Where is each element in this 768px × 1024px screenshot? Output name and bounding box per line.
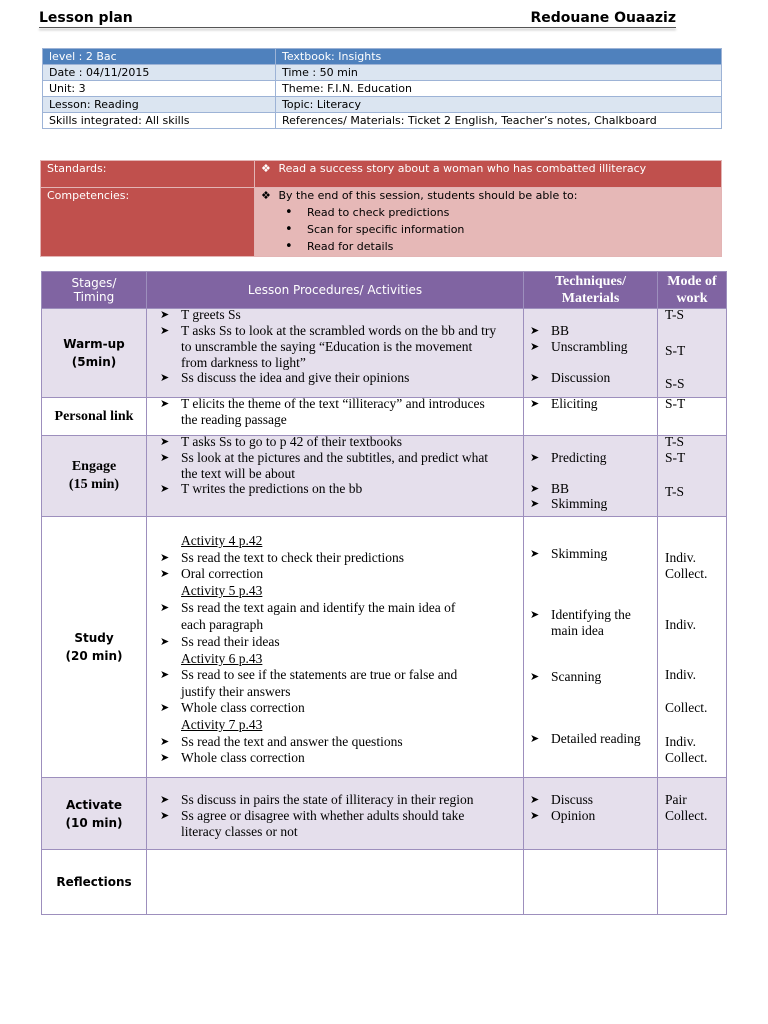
- arrow-bullet-icon: ➤: [160, 567, 170, 580]
- arrow-bullet-icon: ➤: [530, 670, 540, 683]
- reflections-techniques: [524, 850, 658, 915]
- activate-procedures: ➤ Ss discuss in pairs the state of illiteracy in their region ➤ Ss agree or disagree with whether adults should take literacy classes or not: [147, 778, 524, 850]
- arrow-bullet-icon: ➤: [160, 701, 170, 714]
- stage-engage: Engage (15 min): [42, 436, 147, 517]
- head-mode: Mode of work: [658, 272, 727, 309]
- arrow-bullet-icon: ➤: [160, 451, 170, 464]
- arrow-bullet-icon: ➤: [530, 340, 540, 353]
- head-stages: Stages/ Timing: [42, 272, 147, 309]
- arrow-bullet-icon: ➤: [530, 371, 540, 384]
- procedures-table: [41, 271, 727, 915]
- study-procedures: Activity 4 p.42 ➤ Ss read the text to check their predictions ➤ Oral correction Activity 5 p.43 ➤ Ss read the text again and identify the main idea of each paragraph ➤ Ss read their ideas Activity 6 p.43 ➤ Ss read to see if the statements are true or false and justify their answers ➤ Whole class correction Activity 7 p.43 ➤ Ss read the text and answer the questions ➤ Whole class correction: [147, 517, 524, 778]
- engage-mode: T-S S-T T-S: [658, 436, 727, 517]
- competencies-value: [255, 188, 722, 257]
- header-divider: [39, 27, 676, 28]
- reflections-mode: [658, 850, 727, 915]
- standards-table: [40, 160, 722, 257]
- head-procedures: Lesson Procedures/ Activities: [147, 272, 524, 309]
- info-theme: Theme: F.I.N. Education: [276, 81, 722, 97]
- activity-4-heading: Activity 4 p.42: [181, 533, 263, 548]
- personal-mode: S-T: [658, 398, 727, 436]
- arrow-bullet-icon: ➤: [160, 482, 170, 495]
- activity-5-heading: Activity 5 p.43: [181, 583, 263, 598]
- arrow-bullet-icon: ➤: [160, 324, 170, 337]
- page-title: Lesson plan: [39, 10, 133, 26]
- info-textbook: Textbook: Insights: [276, 49, 722, 65]
- info-time: Time : 50 min: [276, 65, 722, 81]
- competency-item: • Read to check predictions: [307, 204, 715, 221]
- arrow-bullet-icon: ➤: [530, 397, 540, 410]
- arrow-bullet-icon: ➤: [530, 451, 540, 464]
- arrow-bullet-icon: ➤: [530, 732, 540, 745]
- info-skills: Skills integrated: All skills: [43, 113, 276, 129]
- arrow-bullet-icon: ➤: [160, 551, 170, 564]
- competency-item: • Scan for specific information: [307, 221, 715, 238]
- arrow-bullet-icon: ➤: [160, 635, 170, 648]
- study-mode: Indiv. Collect. Indiv. Indiv. Collect. Indiv. Collect.: [658, 517, 727, 778]
- personal-procedures: ➤ T elicits the theme of the text “illiteracy” and introduces the reading passage: [147, 398, 524, 436]
- arrow-bullet-icon: ➤: [160, 435, 170, 448]
- standards-label: Standards:: [41, 161, 255, 188]
- warmup-procedures: ➤ T greets Ss ➤ T asks Ss to look at the scrambled words on the bb and try to unscramble the saying “Education is the movement from darkness to light” ➤ Ss discuss the idea and give their opinions: [147, 309, 524, 398]
- lesson-info-table: [42, 48, 722, 129]
- personal-techniques: ➤ Eliciting: [524, 398, 658, 436]
- info-date: Date : 04/11/2015: [43, 65, 276, 81]
- activity-7-heading: Activity 7 p.43: [181, 717, 263, 732]
- arrow-bullet-icon: ➤: [530, 324, 540, 337]
- competencies-intro: By the end of this session, students should be able to:: [278, 189, 578, 202]
- activate-techniques: ➤ Discuss ➤ Opinion: [524, 778, 658, 850]
- arrow-bullet-icon: ➤: [530, 497, 540, 510]
- activity-6-heading: Activity 6 p.43: [181, 651, 263, 666]
- activate-mode: Pair Collect.: [658, 778, 727, 850]
- arrow-bullet-icon: ➤: [160, 668, 170, 681]
- arrow-bullet-icon: ➤: [160, 793, 170, 806]
- arrow-bullet-icon: ➤: [160, 397, 170, 410]
- arrow-bullet-icon: ➤: [160, 751, 170, 764]
- standards-text: Read a success story about a woman who has combatted illiteracy: [278, 162, 647, 175]
- stage-personal-link: Personal link: [42, 398, 147, 436]
- stage-warmup: Warm-up (5min): [42, 309, 147, 398]
- warmup-techniques: ➤ BB ➤ Unscrambling ➤ Discussion: [524, 309, 658, 398]
- stage-study: Study (20 min): [42, 517, 147, 778]
- arrow-bullet-icon: ➤: [530, 793, 540, 806]
- arrow-bullet-icon: ➤: [160, 308, 170, 321]
- arrow-bullet-icon: ➤: [160, 735, 170, 748]
- engage-techniques: ➤ Predicting ➤ BB ➤ Skimming: [524, 436, 658, 517]
- arrow-bullet-icon: ➤: [530, 482, 540, 495]
- arrow-bullet-icon: ➤: [530, 547, 540, 560]
- info-topic: Topic: Literacy: [276, 97, 722, 113]
- standards-value: [255, 161, 722, 188]
- diamond-bullet-icon: ❖: [261, 189, 271, 202]
- info-lesson: Lesson: Reading: [43, 97, 276, 113]
- arrow-bullet-icon: ➤: [160, 371, 170, 384]
- stage-reflections: Reflections: [42, 850, 147, 915]
- info-level: level : 2 Bac: [43, 49, 276, 65]
- competencies-label: Competencies:: [41, 188, 255, 257]
- arrow-bullet-icon: ➤: [160, 809, 170, 822]
- author-name: Redouane Ouaaziz: [530, 10, 676, 26]
- arrow-bullet-icon: ➤: [530, 608, 540, 621]
- arrow-bullet-icon: ➤: [530, 809, 540, 822]
- study-techniques: ➤ Skimming ➤ Identifying the main idea ➤ Scanning ➤ Detailed reading: [524, 517, 658, 778]
- competency-item: • Read for details: [307, 238, 715, 255]
- diamond-bullet-icon: ❖: [261, 162, 271, 175]
- arrow-bullet-icon: ➤: [160, 601, 170, 614]
- info-unit: Unit: 3: [43, 81, 276, 97]
- head-techniques: Techniques/ Materials: [524, 272, 658, 309]
- info-references: References/ Materials: Ticket 2 English, Teacher’s notes, Chalkboard: [276, 113, 722, 129]
- warmup-mode: T-S S-T S-S: [658, 309, 727, 398]
- competencies-list: [307, 204, 715, 255]
- stage-activate: Activate (10 min): [42, 778, 147, 850]
- reflections-procedures: [147, 850, 524, 915]
- engage-procedures: ➤ T asks Ss to go to p 42 of their textbooks ➤ Ss look at the pictures and the subtitles, and predict what the text will be about ➤ T writes the predictions on the bb: [147, 436, 524, 517]
